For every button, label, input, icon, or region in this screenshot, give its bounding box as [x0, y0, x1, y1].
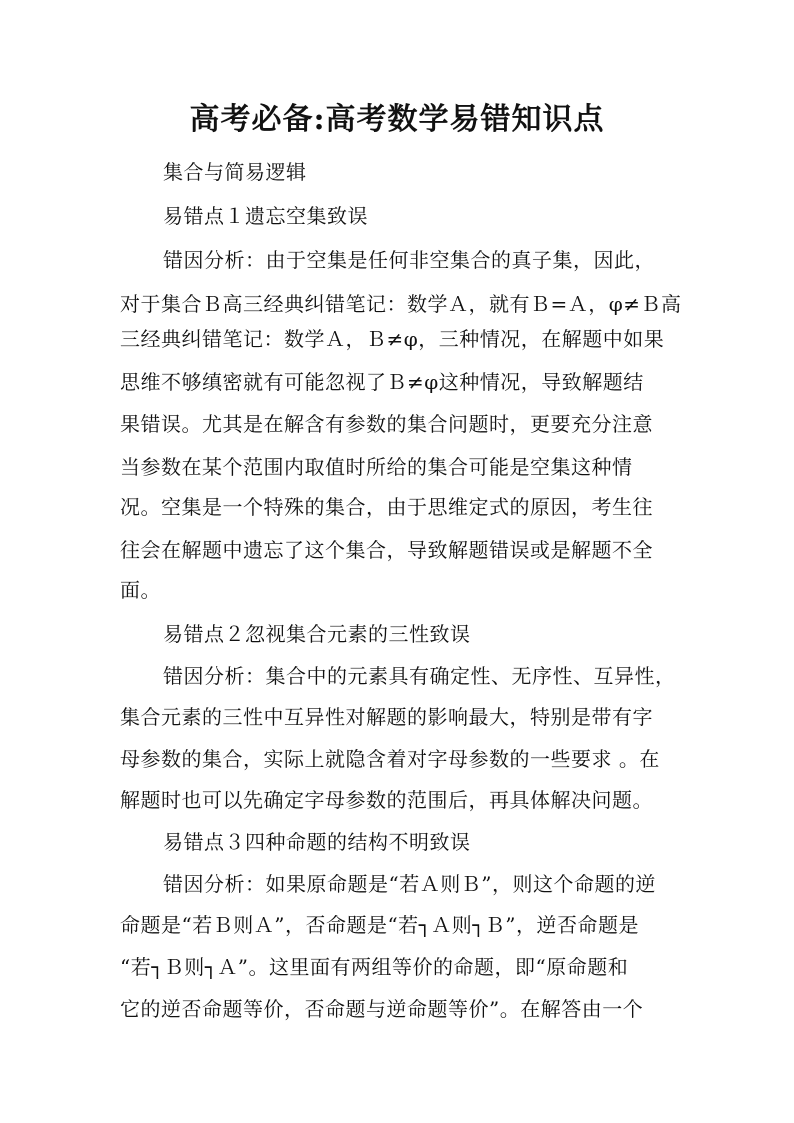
paragraph-line: 它的逆否命题等价，否命题与逆命题等价”。在解答由一个: [120, 997, 644, 1021]
paragraph-line: 对于集合Ｂ高三经典纠错笔记：数学Ａ，就有Ｂ=Ａ，φ≠Ｂ高: [120, 292, 682, 316]
paragraph-line: 思维不够缜密就有可能忽视了Ｂ≠φ这种情况，导致解题结: [120, 370, 644, 394]
document-title: 高考必备:高考数学易错知识点: [189, 102, 605, 137]
subsection-heading: 易错点１遗忘空集致误: [163, 204, 368, 228]
paragraph-line: 三经典纠错笔记：数学Ａ，Ｂ≠φ，三种情况，在解题中如果: [120, 327, 665, 351]
paragraph-line: 母参数的集合，实际上就隐含着对字母参数的一些要求 。在: [120, 747, 660, 771]
paragraph-line: 错因分析：由于空集是任何非空集合的真子集，因此，: [163, 248, 655, 272]
paragraph-line: 况。空集是一个特殊的集合，由于思维定式的原因，考生往: [120, 495, 653, 519]
paragraph-line: 错因分析：如果原命题是“若Ａ则Ｂ”，则这个命题的逆: [163, 872, 656, 896]
paragraph-line: 解题时也可以先确定字母参数的范围后，再具体解决问题。: [120, 788, 653, 812]
paragraph-line: 错因分析：集合中的元素具有确定性、无序性、互异性，: [163, 664, 676, 688]
paragraph-line: 果错误。尤其是在解含有参数的集合问题时，更要充分注意: [120, 412, 653, 436]
subsection-heading: 易错点３四种命题的结构不明致误: [163, 830, 471, 854]
paragraph-line: 集合元素的三性中互异性对解题的影响最大，特别是带有字: [120, 705, 653, 729]
subsection-heading: 易错点２忽视集合元素的三性致误: [163, 622, 471, 646]
section-heading: 集合与简易逻辑: [163, 160, 307, 184]
paragraph-line: “若┐Ｂ则┐Ａ”。这里面有两组等价的命题，即“原命题和: [120, 955, 629, 979]
paragraph-line: 面。: [120, 578, 161, 602]
paragraph-line: 命题是“若Ｂ则Ａ”，否命题是“若┐Ａ则┐Ｂ”，逆否命题是: [120, 913, 639, 937]
paragraph-line: 往会在解题中遗忘了这个集合，导致解题错误或是解题不全: [120, 538, 653, 562]
paragraph-line: 当参数在某个范围内取值时所给的集合可能是空集这种情: [120, 455, 633, 479]
